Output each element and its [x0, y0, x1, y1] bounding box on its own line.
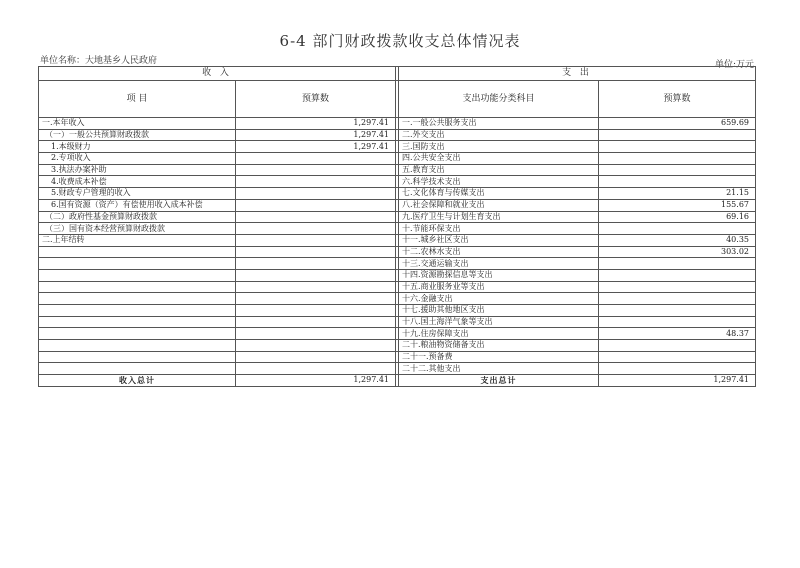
income-value-cell	[236, 153, 396, 165]
income-value-cell	[236, 363, 396, 375]
table-row	[39, 234, 756, 246]
income-item-cell: （二）政府性基金预算财政拨款	[39, 211, 236, 223]
income-item-cell	[39, 351, 236, 363]
income-item-cell: 5.财政专户管理的收入	[39, 188, 236, 200]
income-value-cell: 1,297.41	[236, 118, 396, 130]
budget-table	[38, 66, 756, 387]
income-value-cell	[236, 188, 396, 200]
table-row	[39, 293, 756, 305]
table-row	[39, 199, 756, 211]
expense-value-cell	[599, 176, 756, 188]
expense-item-cell: 十五.商业服务业等支出	[399, 281, 599, 293]
income-item-cell	[39, 305, 236, 317]
expense-item-cell: 十八.国土海洋气象等支出	[399, 316, 599, 328]
table-row	[39, 328, 756, 340]
expense-value-cell: 659.69	[599, 118, 756, 130]
income-value-cell	[236, 293, 396, 305]
income-item-cell	[39, 340, 236, 352]
expense-value-cell	[599, 258, 756, 270]
table-row	[39, 246, 756, 258]
income-value-cell	[236, 211, 396, 223]
expense-value-cell	[599, 340, 756, 352]
income-value-cell	[236, 246, 396, 258]
expense-item-cell: 五.教育支出	[399, 164, 599, 176]
expense-value-cell	[599, 351, 756, 363]
item-header: 项 目	[39, 81, 236, 118]
expense-value-cell: 40.35	[599, 234, 756, 246]
expense-item-cell: 二十.粮油物资储备支出	[399, 340, 599, 352]
income-value-cell: 1,297.41	[236, 129, 396, 141]
income-value-cell	[236, 223, 396, 235]
table-row	[39, 153, 756, 165]
expense-item-cell: 十七.援助其他地区支出	[399, 305, 599, 317]
expense-value-cell	[599, 316, 756, 328]
expense-value-cell	[599, 141, 756, 153]
table-row	[39, 363, 756, 375]
func-class-header: 支出功能分类科目	[399, 81, 599, 118]
expense-total-value: 1,297.41	[599, 375, 756, 387]
income-item-cell: 一.本年收入	[39, 118, 236, 130]
income-item-cell	[39, 246, 236, 258]
income-value-cell	[236, 328, 396, 340]
table-row	[39, 188, 756, 200]
expense-value-cell: 69.16	[599, 211, 756, 223]
expense-item-cell: 八.社会保障和就业支出	[399, 199, 599, 211]
expense-item-cell: 十二.农林水支出	[399, 246, 599, 258]
income-value-cell	[236, 176, 396, 188]
income-value-cell	[236, 281, 396, 293]
income-item-cell: 6.国有资源（资产）有偿使用收入成本补偿	[39, 199, 236, 211]
expense-item-cell: 十一.城乡社区支出	[399, 234, 599, 246]
unit-amount-label: 单位:万元	[714, 60, 754, 70]
table-row	[39, 223, 756, 235]
table-row	[39, 211, 756, 223]
expense-value-cell	[599, 153, 756, 165]
income-total-label: 收入总计	[39, 375, 236, 387]
expense-value-cell	[599, 223, 756, 235]
expense-item-cell: 六.科学技术支出	[399, 176, 599, 188]
expense-value-cell: 48.37	[599, 328, 756, 340]
unit-name-label: 单位名称：大地基乡人民政府	[40, 56, 158, 66]
income-value-cell	[236, 351, 396, 363]
table-row	[39, 141, 756, 153]
income-item-cell: 1.本级财力	[39, 141, 236, 153]
table-row	[39, 176, 756, 188]
table-row	[39, 164, 756, 176]
expense-value-cell	[599, 129, 756, 141]
column-header-row	[39, 81, 756, 118]
income-value-cell	[236, 305, 396, 317]
totals-row	[39, 375, 756, 387]
table-row	[39, 258, 756, 270]
expense-item-cell: 七.文化体育与传媒支出	[399, 188, 599, 200]
table-row	[39, 351, 756, 363]
expense-item-cell: 三.国防支出	[399, 141, 599, 153]
income-value-cell	[236, 340, 396, 352]
income-item-cell: 二.上年结转	[39, 234, 236, 246]
table-row	[39, 129, 756, 141]
table-row	[39, 269, 756, 281]
income-value-cell	[236, 164, 396, 176]
income-item-cell: 4.收费成本补偿	[39, 176, 236, 188]
expense-value-cell	[599, 269, 756, 281]
expense-item-cell: 二十二.其他支出	[399, 363, 599, 375]
expense-item-cell: 十四.资源勘探信息等支出	[399, 269, 599, 281]
expense-value-cell: 303.02	[599, 246, 756, 258]
expense-value-cell	[599, 293, 756, 305]
expense-item-cell: 十三.交通运输支出	[399, 258, 599, 270]
income-value-cell	[236, 269, 396, 281]
section-header-row	[39, 67, 756, 81]
expense-item-cell: 十九.住房保障支出	[399, 328, 599, 340]
expense-item-cell: 一.一般公共服务支出	[399, 118, 599, 130]
income-item-cell: （三）国有资本经营预算财政拨款	[39, 223, 236, 235]
income-value-cell	[236, 199, 396, 211]
income-item-cell	[39, 269, 236, 281]
table-row	[39, 118, 756, 130]
income-value-cell	[236, 258, 396, 270]
income-item-cell: （一）一般公共预算财政拨款	[39, 129, 236, 141]
table-row	[39, 340, 756, 352]
expense-item-cell: 四.公共安全支出	[399, 153, 599, 165]
expense-total-label: 支出总计	[399, 375, 599, 387]
income-value-cell	[236, 316, 396, 328]
budget-header: 预算数	[236, 81, 396, 118]
expense-value-cell	[599, 164, 756, 176]
expense-value-cell	[599, 305, 756, 317]
table-row	[39, 316, 756, 328]
table-row	[39, 281, 756, 293]
income-item-cell	[39, 316, 236, 328]
expense-item-cell: 二十一.预备费	[399, 351, 599, 363]
income-value-cell	[236, 234, 396, 246]
income-item-cell	[39, 293, 236, 305]
expense-item-cell: 九.医疗卫生与计划生育支出	[399, 211, 599, 223]
expense-value-cell: 155.67	[599, 199, 756, 211]
expense-item-cell: 十六.金融支出	[399, 293, 599, 305]
expense-value-cell	[599, 363, 756, 375]
expense-item-cell: 二.外交支出	[399, 129, 599, 141]
expense-value-cell	[599, 281, 756, 293]
income-value-cell: 1,297.41	[236, 141, 396, 153]
expense-section-header: 支 出	[399, 67, 756, 81]
income-item-cell: 3.执法办案补助	[39, 164, 236, 176]
income-total-value: 1,297.41	[236, 375, 396, 387]
income-item-cell	[39, 363, 236, 375]
income-item-cell: 2.专项收入	[39, 153, 236, 165]
income-item-cell	[39, 328, 236, 340]
page-title: 6-4 部门财政拨款收支总体情况表	[279, 32, 521, 50]
budget2-header: 预算数	[599, 81, 756, 118]
expense-value-cell: 21.15	[599, 188, 756, 200]
table-row	[39, 305, 756, 317]
income-item-cell	[39, 281, 236, 293]
income-section-header: 收 入	[39, 67, 396, 81]
income-item-cell	[39, 258, 236, 270]
expense-item-cell: 十.节能环保支出	[399, 223, 599, 235]
